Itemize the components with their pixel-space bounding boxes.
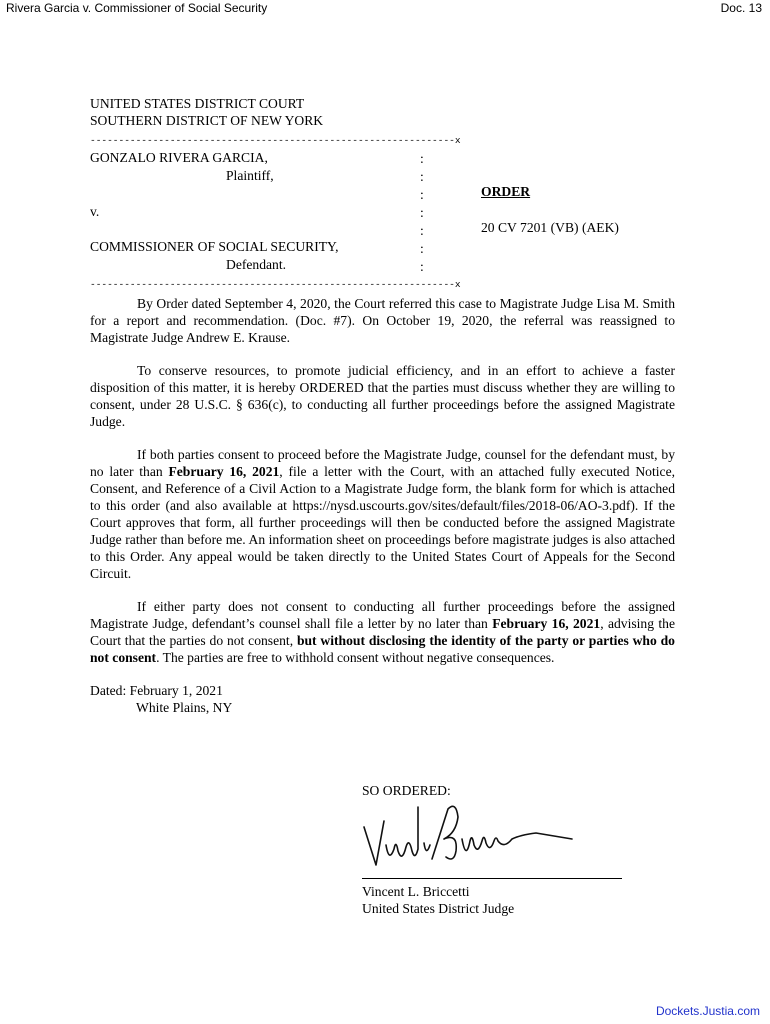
court-district: SOUTHERN DISTRICT OF NEW YORK [90, 113, 324, 128]
dated-line: Dated: February 1, 2021 [90, 683, 223, 698]
paragraph-referral: By Order dated September 4, 2020, the Court referred this case to Magistrate Judge Lisa M. Smith for a report and recommendation. (Doc. #7). On October 19, 2020, the referral was reassigned to Magistrate Judge Andrew E. Krause. [90, 296, 675, 345]
case-title-link[interactable]: Rivera Garcia v. Commissioner of Social Security [6, 1, 268, 15]
defendant-name: COMMISSIONER OF SOCIAL SECURITY, [90, 239, 339, 254]
order-title: ORDER [481, 184, 531, 199]
signature-block [362, 782, 622, 917]
case-number: 20 CV 7201 (VB) (AEK) [481, 220, 619, 235]
dated-block [90, 682, 675, 716]
court-name: UNITED STATES DISTRICT COURT [90, 96, 305, 111]
paragraph-nonconsent-procedure: If either party does not consent to conducting all further proceedings before the assigned Magistrate Judge, defendant’s counsel shall file a letter by no later than February 16, 2021, advising the Court that the parties do not consent, but without disclosing the identity of the party or parties who do not consent. The parties are free to withhold consent without negative consequences. [90, 599, 675, 665]
paragraph-consent-order: To conserve resources, to promote judicial efficiency, and in an effort to achieve a faster disposition of this matter, it is hereby ORDERED that the parties must discuss whether they are willing to consent, under 28 U.S.C. § 636(c), to conducting all further proceedings before the assigned Magistrate Judge. [90, 363, 675, 429]
caption-colon-column: : : : : : : : [420, 151, 424, 274]
paragraph-consent-procedure: If both parties consent to proceed before the Magistrate Judge, counsel for the defendant must, by no later than February 16, 2021, file a letter with the Court, with an attached fully executed Notice, Consent, and Reference of a Civil Action to a Magistrate Judge form, the blank form for which is attached to this order (and also available at https://nysd.uscourts.gov/sites/default/files/2018-06/AO-3.pdf). If the Court approves that form, all further proceedings will then be conducted before the assigned Magistrate Judge rather than before me. An information sheet on proceedings before magistrate judges is also attached to this Order. Any appeal would be taken directly to the United States Court of Appeals for the Second Circuit. [90, 447, 675, 581]
judge-signature [362, 799, 602, 874]
so-ordered-label: SO ORDERED: [362, 783, 451, 798]
signature-line [362, 878, 622, 879]
plaintiff-role: Plaintiff, [226, 168, 274, 183]
versus-label: v. [90, 204, 100, 219]
deadline-date: February 16, 2021 [168, 464, 280, 479]
caption-separator-top: ----------------------------------------------------------------x [90, 135, 461, 146]
case-caption [90, 95, 675, 295]
caption-separator-bottom: ----------------------------------------------------------------x [90, 279, 461, 290]
judge-name: Vincent L. Briccetti [362, 884, 470, 899]
nondisclosure-emphasis: but without disclosing the identity of the party or parties who do not consent [90, 633, 675, 665]
doc-number-link[interactable]: Doc. 13 [720, 1, 762, 15]
defendant-role: Defendant. [226, 257, 287, 272]
justia-source-link[interactable]: Dockets.Justia.com [655, 1004, 760, 1018]
plaintiff-name: GONZALO RIVERA GARCIA, [90, 150, 268, 165]
order-document [90, 95, 675, 916]
judge-title: United States District Judge [362, 901, 515, 916]
deadline-date: February 16, 2021 [492, 616, 601, 631]
place-line: White Plains, NY [136, 700, 233, 715]
